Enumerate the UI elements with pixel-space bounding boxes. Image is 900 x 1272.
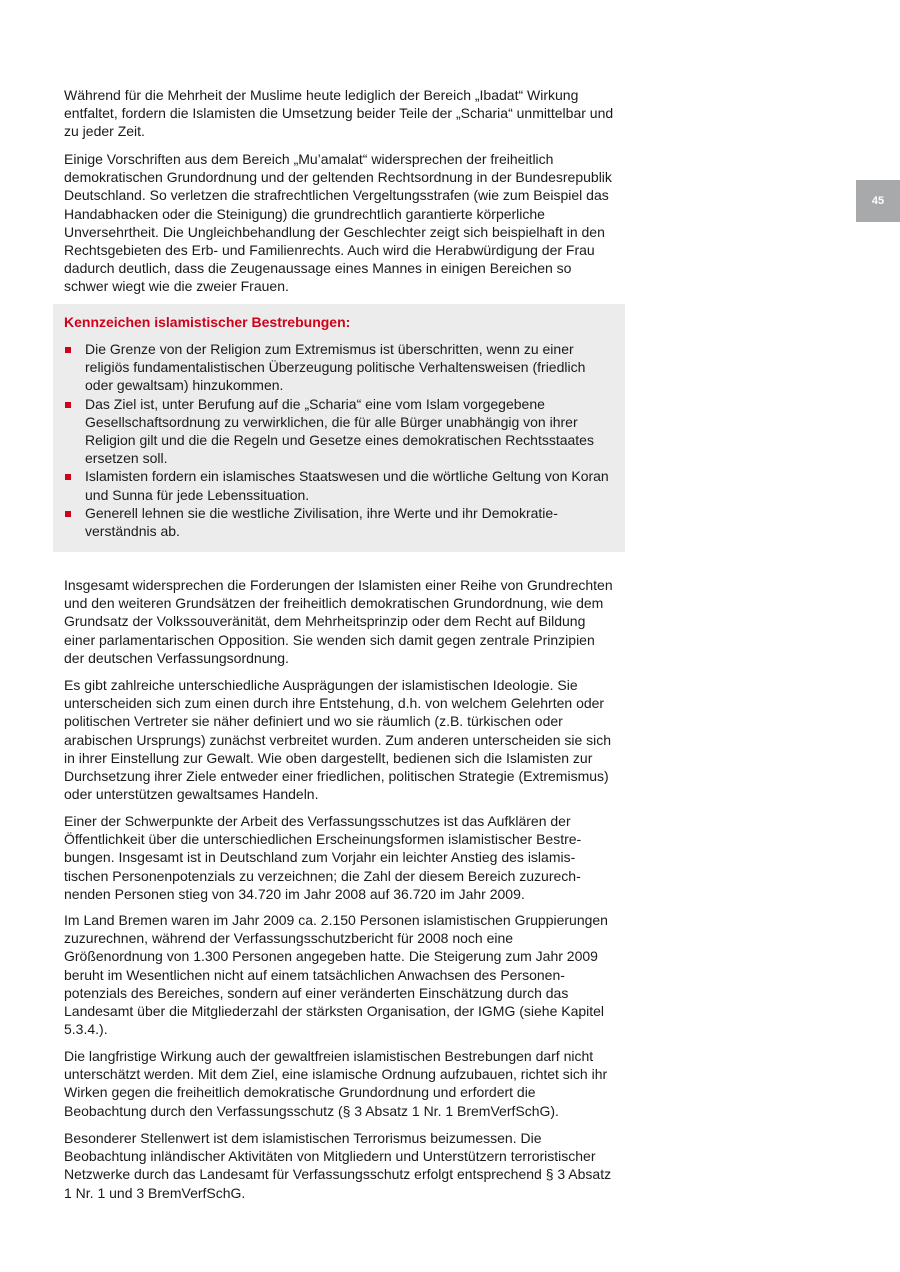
paragraph-bremen: Im Land Bremen waren im Jahr 2009 ca. 2.150 Personen islamistischen Gruppierungen zuzurechnen, während der Verfassungsschutzbericht für 2008 noch eine Größenordnung von 1.300 Personen angegeben hatte. Die Steigerung zum Jahr 2009 beruht im Wesentlichen nicht auf einem tatsächlichen Anwachsen des Personenpotenzials des Bereiches, sondern auf einer veränderten Einschätzung durch das Landesamt über die Mitgliederzahl der stärksten Organisation, der IGMG (siehe Kapitel 5.3.4.). xyxy=(64,912,608,1038)
list-item xyxy=(64,467,612,503)
list-item-text: Das Ziel ist, unter Berufung auf die „Scharia“ eine vom Islam vorgegebene Gesellschaftsordnung zu verwirklichen, die für alle Bürger unabhängig von ihrer Religion gilt und die die Regeln und Gesetze eines demokratischen Rechtsstaates ersetzen soll. xyxy=(85,395,594,467)
square-bullet-icon xyxy=(65,474,71,480)
list-item-text: Islamisten fordern ein islamisches Staatswesen und die wörtliche Geltung von Koran und Sunna für jede Lebenssituation. xyxy=(85,468,609,503)
list-item xyxy=(64,504,612,540)
paragraph-terrorismus: Besonderer Stellenwert ist dem islamistischen Terrorismus beizumessen. Die Beobachtung inländischer Aktivitäten von Mitgliedern und Unterstützern terroristischer Netzwerke durch das Landesamt für Verfassungsschutz erfolgt entsprechend § 3 Absatz 1 Nr. 1 und 3 BremVerfSchG. xyxy=(64,1130,612,1201)
square-bullet-icon xyxy=(65,402,71,408)
square-bullet-icon xyxy=(65,347,71,353)
info-box-list xyxy=(64,340,612,540)
list-item-text: Generell lehnen sie die westliche Zivilisation, ihre Werte und ihr Demokratieverständnis ab. xyxy=(85,504,558,540)
page-number-tab xyxy=(856,180,900,222)
paragraph-muamalat: Einige Vorschriften aus dem Bereich „Mu’amalat“ widersprechen der freiheitlich demokratischen Grundordnung und der geltenden Rechtsordnung in der Bundesrepublik Deutschland. So verletzen die strafrechtlichen Vergeltungsstrafen (wie zum Beispiel das Handabhacken oder die Steinigung) die grundrechtlich garantierte körperliche Unversehrtheit. Die Ungleichbehandlung der Geschlechter zeigt sich beispielhaft in den Rechtsgebieten des Erb- und Familienrechts. Auch wird die Herabwürdigung der Frau dadurch deutlich, dass die Zeugenaussage eines Mannes in einigen Bereichen so schwer wiegt wie die zweier Frauen. xyxy=(64,151,612,295)
paragraph-ibadat: Während für die Mehrheit der Muslime heute lediglich der Bereich „Ibadat“ Wirkung entfaltet, fordern die Islamisten die Umsetzung beider Teile der „Scharia“ unmittelbar und zu jeder Zeit. xyxy=(64,87,614,140)
paragraph-grundrechte: Insgesamt widersprechen die Forderungen der Islamisten einer Reihe von Grundrechten und den weiteren Grundsätzen der freiheitlich demokratischen Grundordnung, wie dem Grundsatz der Volkssouveränität, dem Mehrheitsprinzip oder dem Recht auf Bildung einer parlamentarischen Opposition. Sie wenden sich damit gegen zentrale Prinzipien der deutschen Verfassungsordnung. xyxy=(64,577,613,666)
info-box xyxy=(53,304,625,552)
paragraph-langfristige-wirkung: Die langfristige Wirkung auch der gewaltfreien islamistischen Bestrebungen darf nicht unterschätzt werden. Mit dem Ziel, eine islamische Ordnung aufzubauen, richtet sich ihr Wirken gegen die freiheitlich demokratische Grundordnung und erfordert die Beobachtung durch den Verfassungsschutz (§ 3 Absatz 1 Nr. 1 BremVerfSchG). xyxy=(64,1048,608,1119)
list-item-text: Die Grenze von der Religion zum Extremismus ist überschritten, wenn zu einer religiös fundamentalistischen Überzeugung politische Verhaltensweisen (friedlich oder gewaltsam) hinzukommen. xyxy=(85,341,586,394)
page-number: 45 xyxy=(871,195,885,207)
paragraph-auspraegungen: Es gibt zahlreiche unterschiedliche Ausprägungen der islamistischen Ideologie. Sie unterscheiden sich zum einen durch ihre Entstehung, d.h. von welchem Gelehrten oder politischen Vertreter sie näher definiert und wo sie räumlich (z.B. türkischen oder arabischen Ursprungs) zunächst verbreitet wurden. Zum anderen unterscheiden sie sich in ihrer Einstellung zur Gewalt. Wie oben dargestellt, bedienen sich die Islamisten zur Durchsetzung ihrer Ziele entweder einer friedlichen, politischen Strategie (Extremismus) oder unterstützen gewaltsames Handeln. xyxy=(64,677,612,803)
square-bullet-icon xyxy=(65,511,71,517)
list-item xyxy=(64,340,612,395)
list-item xyxy=(64,395,612,468)
info-box-title: Kennzeichen islamistischer Bestrebungen: xyxy=(64,314,351,330)
paragraph-verfassungsschutz: Einer der Schwerpunkte der Arbeit des Verfassungsschutzes ist das Aufklären der Öffentlichkeit über die unterschiedlichen Erscheinungsformen islamistischer Bestrebungen. Insgesamt ist in Deutschland zum Vorjahr ein leichter Anstieg des islamistischen Personenpotenzials zu verzeichnen; die Zahl der diesem Bereich zuzurechnenden Personen stieg von 34.720 im Jahr 2008 auf 36.720 im Jahr 2009. xyxy=(64,813,582,902)
